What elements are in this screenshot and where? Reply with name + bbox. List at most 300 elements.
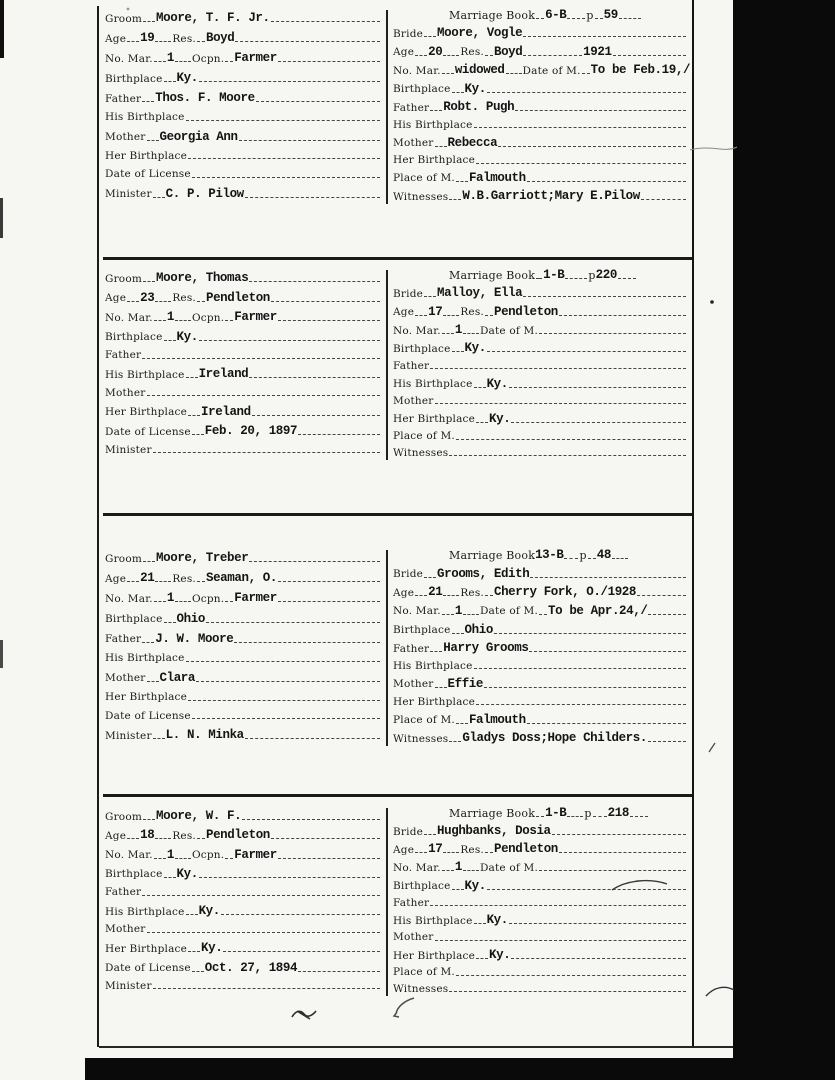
dotted-leader xyxy=(424,833,436,835)
book-row xyxy=(393,548,687,563)
book-page-number: 59 xyxy=(603,8,618,22)
field-value: Moore, Thomas xyxy=(156,271,249,285)
dotted-leader xyxy=(582,72,590,74)
field-value: 1 xyxy=(166,310,174,325)
dotted-leader xyxy=(442,869,454,871)
dotted-leader xyxy=(463,613,479,615)
field-label: Birthplace xyxy=(393,624,451,637)
field-label: Her Birthplace xyxy=(393,413,476,426)
dotted-leader xyxy=(278,857,380,859)
field-row xyxy=(393,696,687,709)
field-row xyxy=(105,809,381,824)
field-label: Birthplace xyxy=(105,868,163,881)
field-row xyxy=(393,879,687,894)
book-label: Marriage Book xyxy=(449,8,536,22)
field-label: Witnesses xyxy=(393,982,449,995)
dotted-leader xyxy=(456,180,468,182)
field-value: Harry Grooms xyxy=(443,641,529,656)
field-value: Ky. xyxy=(464,341,486,356)
field-label: Place of M. xyxy=(393,430,455,443)
dotted-leader xyxy=(593,815,607,817)
dotted-leader xyxy=(485,314,493,316)
field-value: To be Apr.24,/ xyxy=(548,603,648,618)
dotted-leader xyxy=(487,350,686,352)
dotted-leader xyxy=(164,80,176,82)
book-number: 1-B xyxy=(545,806,567,820)
field-label: His Birthplace xyxy=(105,905,185,918)
field-row xyxy=(393,623,687,638)
book-label: Marriage Book xyxy=(449,548,536,562)
field-label: Father xyxy=(393,896,430,909)
field-label: Res. xyxy=(172,292,196,305)
marriage-record-2 xyxy=(105,268,689,460)
field-row xyxy=(393,897,687,910)
dotted-leader xyxy=(142,894,380,896)
field-row xyxy=(393,154,687,167)
field-value: Moore, Treber xyxy=(156,551,249,565)
field-row xyxy=(105,387,381,400)
field-row xyxy=(105,271,381,286)
dotted-leader xyxy=(443,594,459,596)
marriage-record-3 xyxy=(105,548,689,746)
dotted-leader xyxy=(588,557,596,559)
field-value: Ky. xyxy=(201,941,223,956)
dotted-leader xyxy=(530,576,686,578)
field-row xyxy=(393,82,687,97)
dotted-leader xyxy=(452,632,464,634)
field-label: Groom xyxy=(105,12,143,25)
field-label: Res. xyxy=(172,829,196,842)
dotted-leader xyxy=(142,641,154,643)
field-label: Bride xyxy=(393,568,424,581)
field-label: No. Mar. xyxy=(105,849,153,862)
dotted-leader xyxy=(147,931,381,933)
dotted-leader xyxy=(186,913,198,915)
dotted-leader xyxy=(225,600,233,602)
dotted-leader xyxy=(271,300,380,302)
book-row xyxy=(393,8,687,23)
field-row xyxy=(105,150,381,163)
dotted-leader xyxy=(239,139,380,141)
scanner-black-band-right xyxy=(733,0,835,1080)
dotted-leader xyxy=(225,319,233,321)
field-label: Place of M. xyxy=(393,966,455,979)
dotted-leader xyxy=(188,950,200,952)
field-value: Moore, W. F. xyxy=(156,809,242,823)
dotted-leader xyxy=(463,869,479,871)
dotted-leader xyxy=(186,660,380,662)
field-row xyxy=(393,395,687,408)
book-page-number: 48 xyxy=(596,548,611,562)
book-number: 13-B xyxy=(535,548,564,562)
dotted-leader xyxy=(154,857,166,859)
field-row xyxy=(393,824,687,839)
dotted-leader xyxy=(197,837,205,839)
dotted-leader xyxy=(155,580,171,582)
dotted-leader xyxy=(225,60,233,62)
dotted-leader xyxy=(154,600,166,602)
record-separator xyxy=(103,794,692,797)
dotted-leader xyxy=(567,815,583,817)
field-value: Farmer xyxy=(234,310,277,325)
field-label: Age xyxy=(393,586,415,599)
field-label: Minister xyxy=(105,443,152,456)
field-row xyxy=(393,842,687,857)
field-label: Res. xyxy=(460,306,484,319)
field-label: Father xyxy=(105,633,142,646)
dotted-leader xyxy=(256,100,380,102)
book-number: 6-B xyxy=(545,8,567,22)
dotted-leader xyxy=(474,126,686,128)
card-right-border xyxy=(692,0,694,1047)
dotted-leader xyxy=(206,621,380,623)
field-row xyxy=(105,848,381,863)
record-separator xyxy=(103,257,692,260)
field-value: Seaman, O. xyxy=(205,571,277,586)
dotted-leader xyxy=(637,594,686,596)
field-row xyxy=(105,691,381,704)
field-row xyxy=(393,323,687,338)
dotted-leader xyxy=(127,837,139,839)
field-label: Ocpn. xyxy=(191,849,225,862)
dotted-leader xyxy=(536,815,544,817)
dotted-leader xyxy=(197,40,205,42)
field-row xyxy=(393,286,687,301)
card-left-border xyxy=(97,6,99,1047)
field-value: Ky. xyxy=(489,411,511,426)
field-value: 1 xyxy=(166,51,174,65)
field-row xyxy=(393,119,687,132)
field-label: Res. xyxy=(460,46,484,59)
dotted-leader xyxy=(164,621,176,623)
dotted-leader xyxy=(147,139,159,141)
scanner-black-band-bottom xyxy=(85,1058,835,1080)
field-value: Cherry Fork, O./1928 xyxy=(493,585,637,600)
dotted-leader xyxy=(278,580,380,582)
field-label: Mother xyxy=(393,678,434,691)
field-label: Date of License xyxy=(105,709,191,722)
field-value: Ky. xyxy=(464,81,486,96)
dotted-leader xyxy=(175,857,191,859)
dotted-leader xyxy=(630,815,648,817)
field-value: Ky. xyxy=(176,329,198,344)
field-label: Bride xyxy=(393,287,424,300)
dotted-leader xyxy=(442,72,454,74)
dotted-leader xyxy=(456,722,468,724)
field-value: 19 xyxy=(140,31,155,45)
field-row xyxy=(105,130,381,145)
dotted-leader xyxy=(442,613,454,615)
dotted-leader xyxy=(484,686,686,688)
field-row xyxy=(105,867,381,882)
field-value: Ky. xyxy=(489,948,511,963)
field-row xyxy=(393,677,687,692)
dotted-leader xyxy=(278,600,380,602)
dotted-leader xyxy=(143,20,155,22)
field-row xyxy=(105,591,381,606)
field-label: Age xyxy=(393,46,415,59)
scan-edge-streak xyxy=(0,198,3,238)
dotted-leader xyxy=(271,20,380,22)
dotted-leader xyxy=(188,414,200,416)
column-divider xyxy=(386,10,388,204)
bride-column xyxy=(393,548,687,746)
book-page-number: 218 xyxy=(607,806,629,820)
field-label: His Birthplace xyxy=(105,652,185,665)
field-label: Birthplace xyxy=(393,83,451,96)
field-value: 21 xyxy=(428,585,443,600)
field-value: Ky. xyxy=(486,376,508,391)
dotted-leader xyxy=(515,109,686,111)
field-label: Her Birthplace xyxy=(393,949,476,962)
dotted-leader xyxy=(476,162,686,164)
field-row xyxy=(105,405,381,420)
field-value: Hughbanks, Dosia xyxy=(437,824,551,839)
field-label: Her Birthplace xyxy=(393,695,476,708)
field-label: Bride xyxy=(393,825,424,838)
dotted-leader xyxy=(487,888,686,890)
dotted-leader xyxy=(474,922,486,924)
field-label: His Birthplace xyxy=(393,378,473,391)
field-label: No. Mar. xyxy=(105,311,153,324)
dotted-leader xyxy=(153,737,165,739)
field-label: Birthplace xyxy=(393,880,451,893)
dotted-leader xyxy=(252,414,380,416)
field-row xyxy=(105,111,381,124)
field-value: Grooms, Edith xyxy=(437,566,530,581)
field-row xyxy=(393,171,687,186)
card-bottom-line xyxy=(99,1046,733,1048)
field-value: 1 xyxy=(454,860,462,875)
field-label: Witnesses xyxy=(393,190,449,203)
field-row xyxy=(393,341,687,356)
dotted-leader xyxy=(424,35,436,37)
dotted-leader xyxy=(154,319,166,321)
field-label: Witnesses xyxy=(393,446,449,459)
field-row xyxy=(105,886,381,899)
dotted-leader xyxy=(435,939,687,941)
dotted-leader xyxy=(435,145,447,147)
field-value: Falmouth xyxy=(468,170,526,185)
field-row xyxy=(105,904,381,919)
dotted-leader xyxy=(196,680,380,682)
field-value: 1 xyxy=(454,603,462,618)
field-row xyxy=(393,860,687,875)
dotted-leader xyxy=(153,451,380,453)
field-row xyxy=(393,567,687,582)
dotted-leader xyxy=(523,295,686,297)
dotted-leader xyxy=(225,857,233,859)
dotted-leader xyxy=(415,54,427,56)
dotted-leader xyxy=(476,421,488,423)
field-label: Mother xyxy=(393,394,434,407)
dotted-leader xyxy=(476,957,488,959)
dotted-leader xyxy=(452,888,464,890)
field-value: Ky. xyxy=(176,71,198,85)
field-value: Oct. 27, 1894 xyxy=(204,960,298,975)
field-label: Date of License xyxy=(105,168,191,180)
field-label: Date of License xyxy=(105,425,191,438)
dotted-leader xyxy=(435,686,447,688)
field-row xyxy=(393,585,687,600)
field-row xyxy=(393,983,687,996)
field-label: Mother xyxy=(105,131,146,143)
field-row xyxy=(393,26,687,41)
field-label: Her Birthplace xyxy=(105,149,188,162)
dotted-leader xyxy=(487,91,686,93)
dotted-leader xyxy=(536,17,544,19)
field-value: Pendleton xyxy=(493,842,558,857)
dotted-leader xyxy=(494,632,686,634)
dotted-leader xyxy=(641,198,686,200)
book-number: 1-B xyxy=(543,268,565,282)
field-label: Her Birthplace xyxy=(105,406,188,419)
dotted-leader xyxy=(127,300,139,302)
field-value: Pendleton xyxy=(205,828,270,843)
field-value: Falmouth xyxy=(468,712,526,727)
field-row xyxy=(105,923,381,936)
field-label: His Birthplace xyxy=(105,111,185,123)
field-row xyxy=(105,961,381,976)
field-row xyxy=(393,966,687,979)
field-row xyxy=(105,941,381,956)
record-separator xyxy=(103,513,692,516)
dotted-leader xyxy=(498,145,686,147)
dotted-leader xyxy=(249,376,380,378)
field-row xyxy=(105,828,381,843)
dotted-leader xyxy=(443,851,459,853)
dotted-leader xyxy=(175,60,191,62)
dotted-leader xyxy=(442,332,454,334)
field-row xyxy=(105,11,381,26)
field-row xyxy=(393,604,687,619)
groom-column xyxy=(105,551,381,743)
field-label: Ocpn. xyxy=(191,311,225,324)
dotted-leader xyxy=(192,970,204,972)
scan-edge-streak xyxy=(0,0,4,58)
dotted-leader xyxy=(298,970,380,972)
field-row xyxy=(105,71,381,86)
pencil-curve-mark xyxy=(394,998,414,1017)
dotted-leader xyxy=(175,319,191,321)
dotted-leader xyxy=(127,40,139,42)
field-label: His Birthplace xyxy=(393,914,473,927)
dotted-leader xyxy=(199,339,380,341)
field-label: No. Mar. xyxy=(105,52,153,65)
field-label: His Birthplace xyxy=(393,659,473,672)
dotted-leader xyxy=(485,594,493,596)
field-label: Mother xyxy=(105,923,146,936)
field-value: Effie xyxy=(447,676,484,691)
marriage-record-1 xyxy=(105,8,689,204)
field-value: Pendleton xyxy=(493,304,558,319)
field-label: Age xyxy=(393,843,415,856)
bride-column xyxy=(393,268,687,460)
field-value: Ohio xyxy=(176,611,205,626)
field-label: Place of M. xyxy=(393,172,455,185)
groom-column xyxy=(105,11,381,201)
field-row xyxy=(105,728,381,743)
dotted-leader xyxy=(485,54,493,56)
field-label: Age xyxy=(393,306,415,319)
field-row xyxy=(105,187,381,202)
marriage-record-4 xyxy=(105,806,689,996)
field-label: Father xyxy=(393,101,430,114)
book-label: Marriage Book xyxy=(449,268,536,282)
dotted-leader xyxy=(223,950,380,952)
dotted-leader xyxy=(415,314,427,316)
dotted-leader xyxy=(449,198,461,200)
field-label: Minister xyxy=(105,979,152,992)
scan-speck xyxy=(710,300,714,304)
field-value: J. W. Moore xyxy=(155,631,234,646)
field-label: Res. xyxy=(460,586,484,599)
dotted-leader xyxy=(424,295,436,297)
dotted-leader xyxy=(456,438,686,440)
field-label: Date of License xyxy=(105,962,191,975)
groom-column xyxy=(105,271,381,457)
field-label: Minister xyxy=(105,188,152,200)
field-row xyxy=(105,612,381,627)
dotted-leader xyxy=(155,837,171,839)
field-row xyxy=(393,63,691,78)
book-page-label: p xyxy=(586,8,594,22)
field-value: Ky. xyxy=(198,904,220,919)
field-label: No. Mar. xyxy=(393,605,441,618)
dotted-leader xyxy=(539,613,547,615)
field-row xyxy=(105,310,381,325)
field-row xyxy=(105,367,381,382)
field-label: Ocpn. xyxy=(191,52,225,65)
field-label: Age xyxy=(105,829,127,842)
field-value: To be Feb.19,/ xyxy=(590,63,691,78)
dotted-leader xyxy=(143,818,155,820)
dotted-leader xyxy=(142,100,154,102)
dotted-leader xyxy=(430,367,686,369)
field-label: Age xyxy=(105,572,127,585)
field-value: 23 xyxy=(140,290,155,305)
book-page-number: 220 xyxy=(595,268,617,282)
field-value: Moore, T. F. Jr. xyxy=(156,11,270,25)
field-row xyxy=(393,713,687,728)
dotted-leader xyxy=(443,314,459,316)
field-row xyxy=(105,652,381,665)
field-value: Clara xyxy=(159,670,196,685)
dotted-leader xyxy=(192,176,380,178)
field-value: Farmer xyxy=(234,51,277,65)
dotted-leader xyxy=(186,376,198,378)
field-label: No. Mar. xyxy=(393,324,441,337)
field-value: Ireland xyxy=(198,367,249,382)
field-row xyxy=(105,51,381,66)
dotted-leader xyxy=(153,987,380,989)
scan-edge-streak xyxy=(0,640,3,668)
dotted-leader xyxy=(449,990,686,992)
dotted-leader xyxy=(456,974,686,976)
dotted-leader xyxy=(511,421,686,423)
pencil-curve-mark xyxy=(706,987,734,996)
dotted-leader xyxy=(199,876,380,878)
dotted-leader xyxy=(567,17,585,19)
dotted-leader xyxy=(298,433,380,435)
field-row xyxy=(393,136,687,151)
field-value: 21 xyxy=(140,571,155,586)
field-label: His Birthplace xyxy=(393,118,473,131)
dotted-leader xyxy=(197,580,205,582)
dotted-leader xyxy=(155,300,171,302)
field-label: Ocpn. xyxy=(191,592,225,605)
field-label: Date of M. xyxy=(479,861,539,874)
